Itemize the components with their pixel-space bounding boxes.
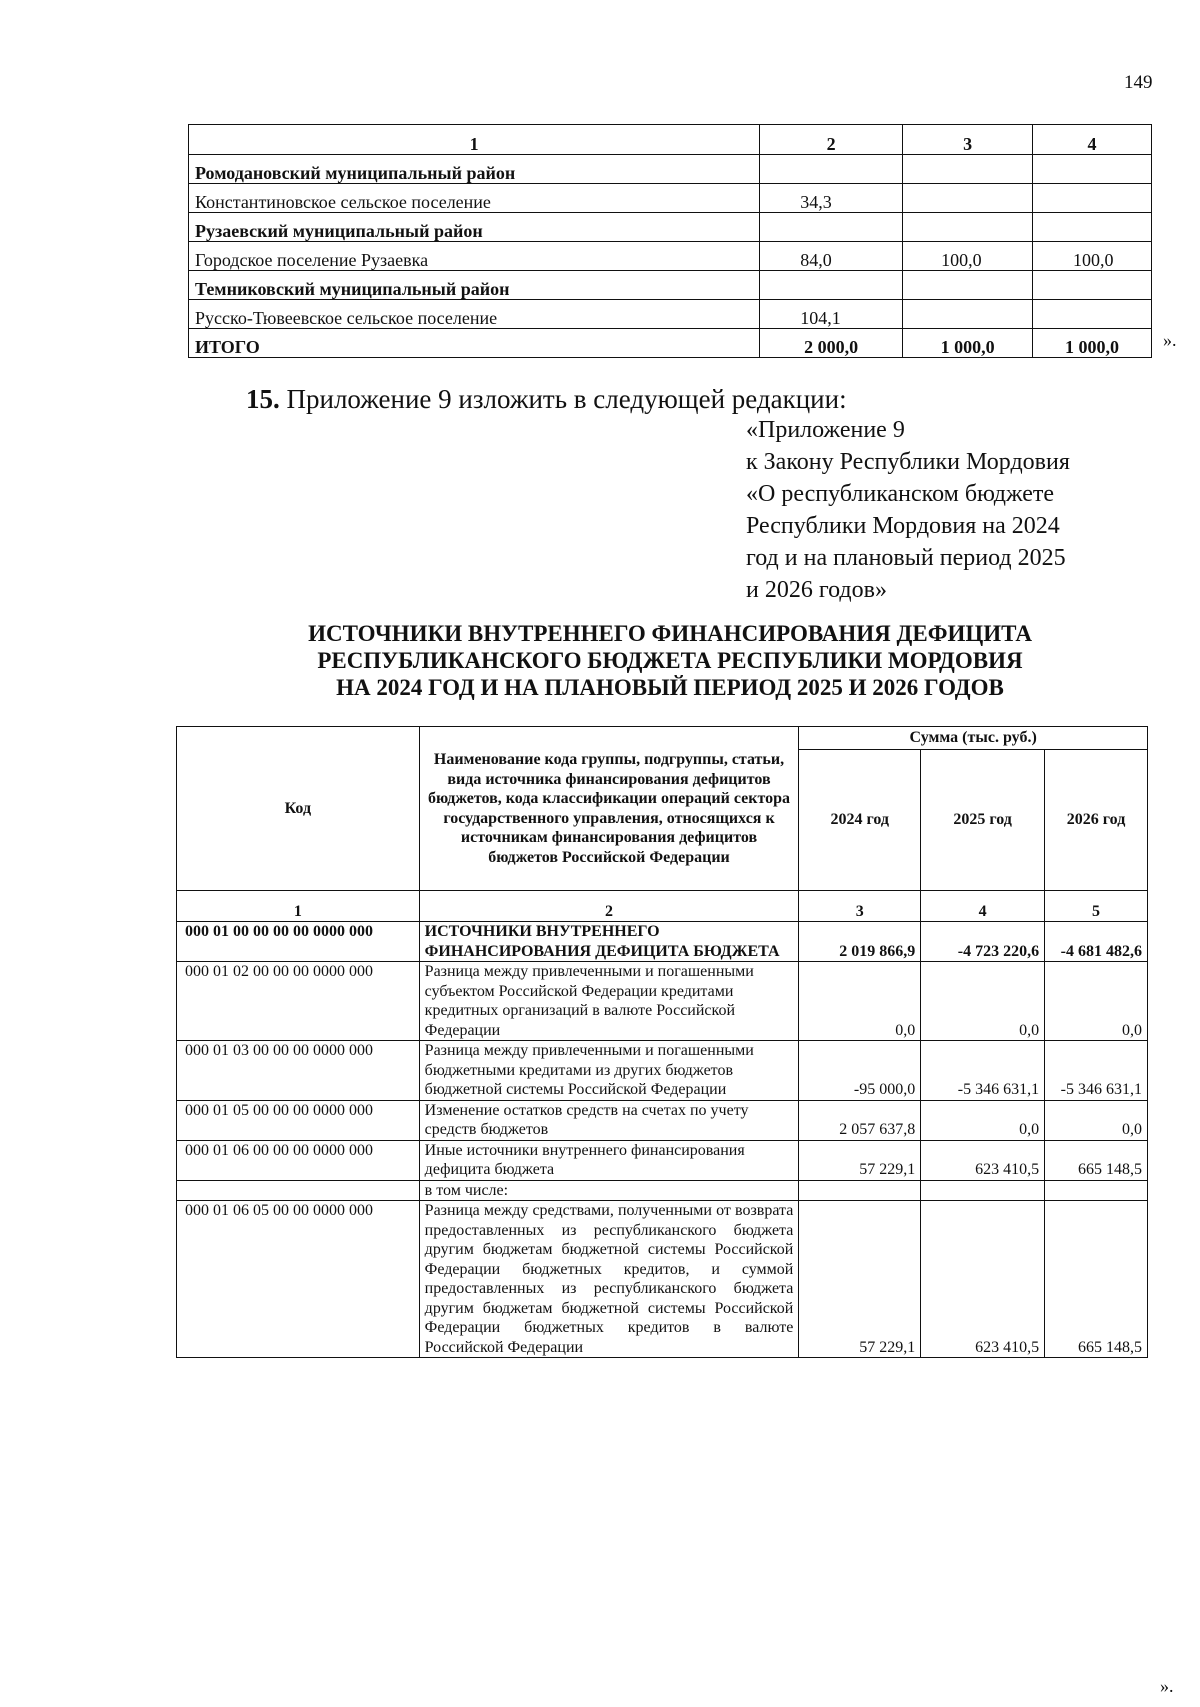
source-name: в том числе: — [419, 1180, 799, 1201]
header-cell: 1 — [189, 125, 760, 155]
header-cell: 2 — [760, 125, 903, 155]
value-2026: 0,0 — [1045, 962, 1148, 1041]
value-2025: 623 410,5 — [921, 1140, 1045, 1180]
value-cell: 100,0 — [903, 242, 1033, 271]
source-name: Изменение остатков средств на счетах по учету средств бюджетов — [419, 1100, 799, 1140]
appendix-line: и 2026 годов» — [746, 577, 887, 603]
value-2026: 665 148,5 — [1045, 1201, 1148, 1358]
item-number: 15. — [246, 384, 280, 414]
closing-quote: ». — [1163, 330, 1177, 350]
municipal-table — [188, 124, 1152, 358]
budget-code: 000 01 02 00 00 00 0000 000 — [177, 962, 420, 1041]
item-text: Приложение 9 изложить в следующей редакции: — [286, 384, 847, 414]
table-row — [177, 962, 1148, 1041]
appendix-line: «Приложение 9 — [746, 417, 905, 443]
value-2024: -95 000,0 — [799, 1041, 921, 1101]
budget-code: 000 01 00 00 00 00 0000 000 — [177, 922, 420, 962]
value-2024 — [799, 1180, 921, 1201]
year-header: 2025 год — [921, 750, 1045, 891]
header-cell: 3 — [903, 125, 1033, 155]
value-cell — [760, 155, 903, 184]
table-header-row — [189, 125, 1152, 155]
title-line: НА 2024 ГОД И НА ПЛАНОВЫЙ ПЕРИОД 2025 И 2026 ГОДОВ — [336, 675, 1004, 700]
column-number: 3 — [799, 891, 921, 922]
value-2026: 0,0 — [1045, 1100, 1148, 1140]
value-2025: -4 723 220,6 — [921, 922, 1045, 962]
settlement-name: Городское поселение Рузаевка — [189, 242, 760, 271]
column-number: 2 — [419, 891, 799, 922]
settlement-name: Константиновское сельское поселение — [189, 184, 760, 213]
table-row — [177, 1140, 1148, 1180]
value-cell — [903, 155, 1033, 184]
value-2024: 0,0 — [799, 962, 921, 1041]
table-row — [189, 155, 1152, 184]
value-cell — [760, 213, 903, 242]
total-value: 1 000,0 — [903, 329, 1033, 358]
table-row — [177, 1180, 1148, 1201]
district-name: Ромодановский муниципальный район — [189, 155, 760, 184]
source-name: Разница между привлеченными и погашенными бюджетными кредитами из других бюджетов бюджетной системы Российской Федерации — [419, 1041, 799, 1101]
source-name: Иные источники внутреннего финансирования дефицита бюджета — [419, 1140, 799, 1180]
budget-code: 000 01 06 00 00 00 0000 000 — [177, 1140, 420, 1180]
title-line: ИСТОЧНИКИ ВНУТРЕННЕГО ФИНАНСИРОВАНИЯ ДЕФИЦИТА — [308, 621, 1032, 646]
appendix-line: Республики Мордовия на 2024 — [746, 513, 1060, 539]
value-cell — [1033, 155, 1152, 184]
budget-code: 000 01 06 05 00 00 0000 000 — [177, 1201, 420, 1358]
column-number-row — [177, 891, 1148, 922]
total-row — [189, 329, 1152, 358]
value-2026: -5 346 631,1 — [1045, 1041, 1148, 1101]
column-number: 1 — [177, 891, 420, 922]
value-cell — [1033, 300, 1152, 329]
value-2024: 2 057 637,8 — [799, 1100, 921, 1140]
appendix-caption — [746, 414, 1126, 606]
district-name: Рузаевский муниципальный район — [189, 213, 760, 242]
total-value: 1 000,0 — [1033, 329, 1152, 358]
name-header: Наименование кода группы, подгруппы, статьи, вида источника финансирования дефицитов бюджетов, кода классификации операций сектора государственного управления, относящихся к источникам финансирования дефицитов бюджетов Российской Федерации — [419, 727, 799, 891]
amendment-item — [246, 384, 847, 415]
appendix-line: год и на плановый период 2025 — [746, 545, 1066, 571]
code-header: Код — [177, 727, 420, 891]
value-cell: 100,0 — [1033, 242, 1152, 271]
budget-code: 000 01 03 00 00 00 0000 000 — [177, 1041, 420, 1101]
year-header: 2026 год — [1045, 750, 1148, 891]
table-row — [177, 1201, 1148, 1358]
settlement-name: Русско-Тювеевское сельское поселение — [189, 300, 760, 329]
value-2025: 0,0 — [921, 962, 1045, 1041]
table-header-row — [177, 727, 1148, 750]
value-cell — [903, 271, 1033, 300]
total-label: ИТОГО — [189, 329, 760, 358]
value-cell — [760, 271, 903, 300]
value-2024: 2 019 866,9 — [799, 922, 921, 962]
value-2025: 623 410,5 — [921, 1201, 1045, 1358]
value-cell: 34,3 — [760, 184, 903, 213]
budget-code: 000 01 05 00 00 00 0000 000 — [177, 1100, 420, 1140]
year-header: 2024 год — [799, 750, 921, 891]
table-row — [189, 300, 1152, 329]
table-row — [177, 922, 1148, 962]
value-cell — [903, 184, 1033, 213]
budget-code — [177, 1180, 420, 1201]
sum-header: Сумма (тыс. руб.) — [799, 727, 1148, 750]
value-2026: -4 681 482,6 — [1045, 922, 1148, 962]
financing-sources-table — [176, 726, 1148, 1358]
table-row — [177, 1041, 1148, 1101]
value-2024: 57 229,1 — [799, 1201, 921, 1358]
appendix-line: к Закону Республики Мордовия — [746, 449, 1070, 475]
value-cell — [1033, 184, 1152, 213]
value-cell: 84,0 — [760, 242, 903, 271]
table-row — [189, 271, 1152, 300]
table-row — [189, 213, 1152, 242]
header-cell: 4 — [1033, 125, 1152, 155]
value-2025: 0,0 — [921, 1100, 1045, 1140]
value-cell — [903, 213, 1033, 242]
column-number: 4 — [921, 891, 1045, 922]
value-cell — [903, 300, 1033, 329]
closing-quote: ». — [1160, 1676, 1174, 1696]
title-line: РЕСПУБЛИКАНСКОГО БЮДЖЕТА РЕСПУБЛИКИ МОРДОВИЯ — [317, 648, 1023, 673]
appendix-line: «О республиканском бюджете — [746, 481, 1055, 507]
table-row — [189, 242, 1152, 271]
column-number: 5 — [1045, 891, 1148, 922]
value-2024: 57 229,1 — [799, 1140, 921, 1180]
value-2025: -5 346 631,1 — [921, 1041, 1045, 1101]
table-row — [177, 1100, 1148, 1140]
value-cell: 104,1 — [760, 300, 903, 329]
total-value: 2 000,0 — [760, 329, 903, 358]
source-name: Разница между привлеченными и погашенными субъектом Российской Федерации кредитами кредитных организаций в валюте Российской Федерации — [419, 962, 799, 1041]
document-title — [270, 620, 1070, 701]
source-name: ИСТОЧНИКИ ВНУТРЕННЕГО ФИНАНСИРОВАНИЯ ДЕФИЦИТА БЮДЖЕТА — [419, 922, 799, 962]
value-cell — [1033, 213, 1152, 242]
value-2026: 665 148,5 — [1045, 1140, 1148, 1180]
page-number: 149 — [1124, 72, 1153, 93]
district-name: Темниковский муниципальный район — [189, 271, 760, 300]
table-row — [189, 184, 1152, 213]
value-cell — [1033, 271, 1152, 300]
value-2026 — [1045, 1180, 1148, 1201]
value-2025 — [921, 1180, 1045, 1201]
source-name: Разница между средствами, полученными от возврата предоставленных из республиканского бюджета другим бюджетам бюджетной системы Российской Федерации бюджетных кредитов, и суммой предоставленных из республиканского бюджета другим бюджетам бюджетной системы Российской Федерации бюджетных кредитов в валюте Российской Федерации — [419, 1201, 799, 1358]
